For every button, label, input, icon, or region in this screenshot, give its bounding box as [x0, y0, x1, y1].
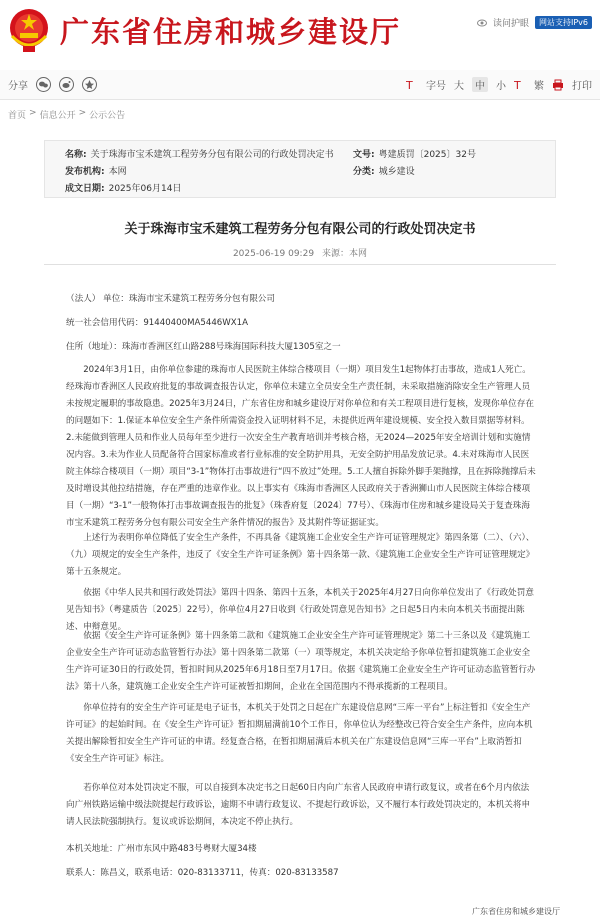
info-name-value: 关于珠海市宝禾建筑工程劳务分包有限公司的行政处罚决定书 — [90, 150, 334, 160]
print-button[interactable]: 打印 — [572, 81, 592, 92]
info-name-row — [65, 147, 334, 160]
print-icon — [552, 79, 564, 91]
eye-icon — [477, 18, 487, 28]
breadcrumb-info-public[interactable]: 信息公开 — [39, 111, 76, 121]
info-category-value: 城乡建设 — [378, 167, 415, 177]
info-docno-key: 文号: — [353, 150, 375, 160]
font-size-icon — [406, 79, 418, 91]
site-title[interactable]: 广东省住房和城乡建设厅 — [60, 15, 402, 49]
info-category-row — [353, 164, 415, 177]
traditional-chinese-button[interactable]: 繁 — [534, 81, 544, 92]
traditional-chinese-icon — [514, 79, 526, 91]
document-source: 来源：本网 — [322, 249, 368, 259]
share-group — [8, 77, 97, 92]
contact-line: 联系人：陈昌义，联系电话：020-83133711，传真：020-83133587 — [66, 868, 339, 878]
font-small-button[interactable]: 小 — [496, 81, 506, 92]
info-date-value: 2025年06月14日 — [108, 184, 182, 194]
info-docno-value: 粤建质罚〔2025〕32号 — [378, 150, 476, 160]
font-medium-button[interactable]: 中 — [472, 77, 488, 92]
info-docno-row — [353, 147, 476, 160]
svg-text:T: T — [514, 78, 521, 91]
info-category-key: 分类: — [353, 167, 375, 177]
breadcrumb-notices[interactable]: 公示公告 — [89, 111, 126, 121]
document-info-box — [44, 140, 556, 198]
party-line: （法人） 单位：珠海市宝禾建筑工程劳务分包有限公司 — [66, 294, 275, 304]
info-name-key: 名称: — [65, 150, 87, 160]
document-body — [66, 362, 536, 532]
ipv6-badge: 网站支持IPv6 — [535, 16, 592, 29]
toolbar — [0, 70, 600, 100]
site-header — [0, 0, 600, 62]
breadcrumb-separator: > — [78, 108, 87, 118]
share-label: 分享 — [8, 81, 28, 92]
title-divider — [44, 264, 556, 265]
document-title: 关于珠海市宝禾建筑工程劳务分包有限公司的行政处罚决定书 — [124, 222, 476, 237]
eye-care-toggle[interactable]: 读问护眼 — [492, 19, 529, 29]
breadcrumb — [8, 108, 125, 121]
info-date-row — [65, 181, 181, 194]
paragraph-license: 你单位持有的安全生产许可证是电子证书，本机关于处罚之日起在广东建设信息网“三库一平台”上标注暂扣《安全生产许可证》的起始时间。在《安全生产许可证》暂扣期届满前10个工作日，你单位认为经整改已符合安全生产条件，应向本机关提出解除暂扣安全生产许可证的申请。经复查合格，在暂扣期届满后本机关在广东建设信息网“三库一平台”上取消暂扣《安全生产许可证》标注。 — [66, 703, 533, 764]
font-large-button[interactable]: 大 — [454, 81, 464, 92]
address-line: 住所（地址）：珠海市香洲区红山路288号珠海国际科技大厦1305室之一 — [66, 342, 341, 352]
document-meta — [0, 246, 600, 259]
office-address-line: 本机关地址：广州市东风中路483号粤财大厦34楼 — [66, 844, 257, 854]
font-size-label: 字号 — [426, 81, 446, 92]
document-body — [66, 700, 536, 768]
info-issuer-row — [65, 164, 127, 177]
breadcrumb-home[interactable]: 首页 — [8, 111, 27, 121]
document-body — [66, 628, 536, 696]
document-body — [66, 530, 536, 581]
paragraph-facts: 2024年3月1日，由你单位参建的珠海市人民医院主体综合楼项目（一期）项目发生1起物体打击事故，造成1人死亡。经珠海市香洲区人民政府批复的事故调查报告认定，你单位未建立全员安全生产责任制，未采取措施消除安全生产管理人员未按规定履职的事故隐患。2025年3月24日，广东省住房和城乡建设厅对你单位和有关工程项目进行复核，发现你单位存在的问题如下：1.保证本单位安全生产条件所需资金投入证明材料不足，未提供近两年建设规模、安全投入数目票据等材料。2.未能做到管理人员和作业人员每年至少进行一次安全生产教育培训并考核合格，无2024—2025年安全培训计划和实施情况内容。3.未为作业人员配备符合国家标准或者行业标准的安全防护用具，无安全防护用品发放记录。4.未对珠海市人民医院主体综合楼项目（一期）项目“3-1”物体打击事故进行“四不放过”处理。5.工人擅自拆除外脚手架抛撑，且在拆除抛撑后未及时增设其他拉结措施，存在严重的违章作业。以上事实有《珠海市香洲区人民政府关于香洲狮山市人民医院主体综合楼项目（一期）“3-1”一般物体打击事故调查报告的批复》（珠香府复〔2024〕77号）、《珠海市住房和城乡建设局关于复查珠海市宝禾建筑工程劳务分包有限公司安全生产条件情况的报告》及其附件等证据证实。 — [66, 365, 536, 528]
issuer-signature: 广东省住房和城乡建设厅 — [472, 907, 560, 916]
document-body — [66, 780, 536, 831]
national-emblem-icon — [6, 6, 52, 54]
paragraph-notice: 依据《中华人民共和国行政处罚法》第四十四条、第四十五条，本机关于2025年4月27日向你单位发出了《行政处罚意见告知书》（粤建质告〔2025〕22号），你单位4月27日收到《行政处罚意见告知书》之日起5日内未向本机关书面提出陈述、申辩意见。 — [66, 588, 534, 632]
publish-time: 2025-06-19 09:29 — [232, 249, 315, 259]
font-controls — [406, 77, 592, 92]
credit-code-line: 统一社会信用代码：91440400MA5446WX1A — [66, 318, 248, 328]
info-issuer-value: 本网 — [108, 167, 127, 177]
paragraph-decision: 依据《安全生产许可证条例》第十四条第二款和《建筑施工企业安全生产许可证管理规定》第二十三条以及《建筑施工企业安全生产许可证动态监管暂行办法》第十四条第二款第（一）项等规定，本机关决定给予你单位暂扣建筑施工企业安全生产许可证30日的行政处罚，暂扣时间从2025年6月18日至7月17日。依据《建筑施工企业安全生产许可证动态监管暂行办法》第十八条，建筑施工企业安全生产许可证被暂扣期间，企业在全国范围内不得承揽新的工程项目。 — [66, 631, 536, 692]
paragraph-violation: 上述行为表明你单位降低了安全生产条件，不再具备《建筑施工企业安全生产许可证管理规定》第四条第（二）、（六）、（九）项规定的安全生产条件，违反了《安全生产许可证条例》第十四条第一款、《建筑施工企业安全生产许可证管理规定》第十五条规定。 — [66, 533, 535, 577]
info-date-key: 成文日期: — [65, 184, 105, 194]
paragraph-appeal: 若你单位对本处罚决定不服，可以自接到本决定书之日起60日内向广东省人民政府申请行政复议，或者在6个月内依法向广州铁路运输中级法院提起行政诉讼，逾期不申请行政复议、不提起行政诉讼，又不履行本行政处罚决定的，本机关将申请人民法院强制执行。复议或诉讼期间，本决定不停止执行。 — [66, 783, 531, 827]
breadcrumb-separator: > — [29, 108, 37, 118]
qq-zone-icon[interactable] — [82, 77, 97, 92]
weibo-icon[interactable] — [59, 77, 74, 92]
svg-text:T: T — [406, 78, 413, 91]
wechat-icon[interactable] — [36, 77, 51, 92]
info-issuer-key: 发布机构: — [65, 167, 105, 177]
header-tools — [477, 16, 592, 29]
